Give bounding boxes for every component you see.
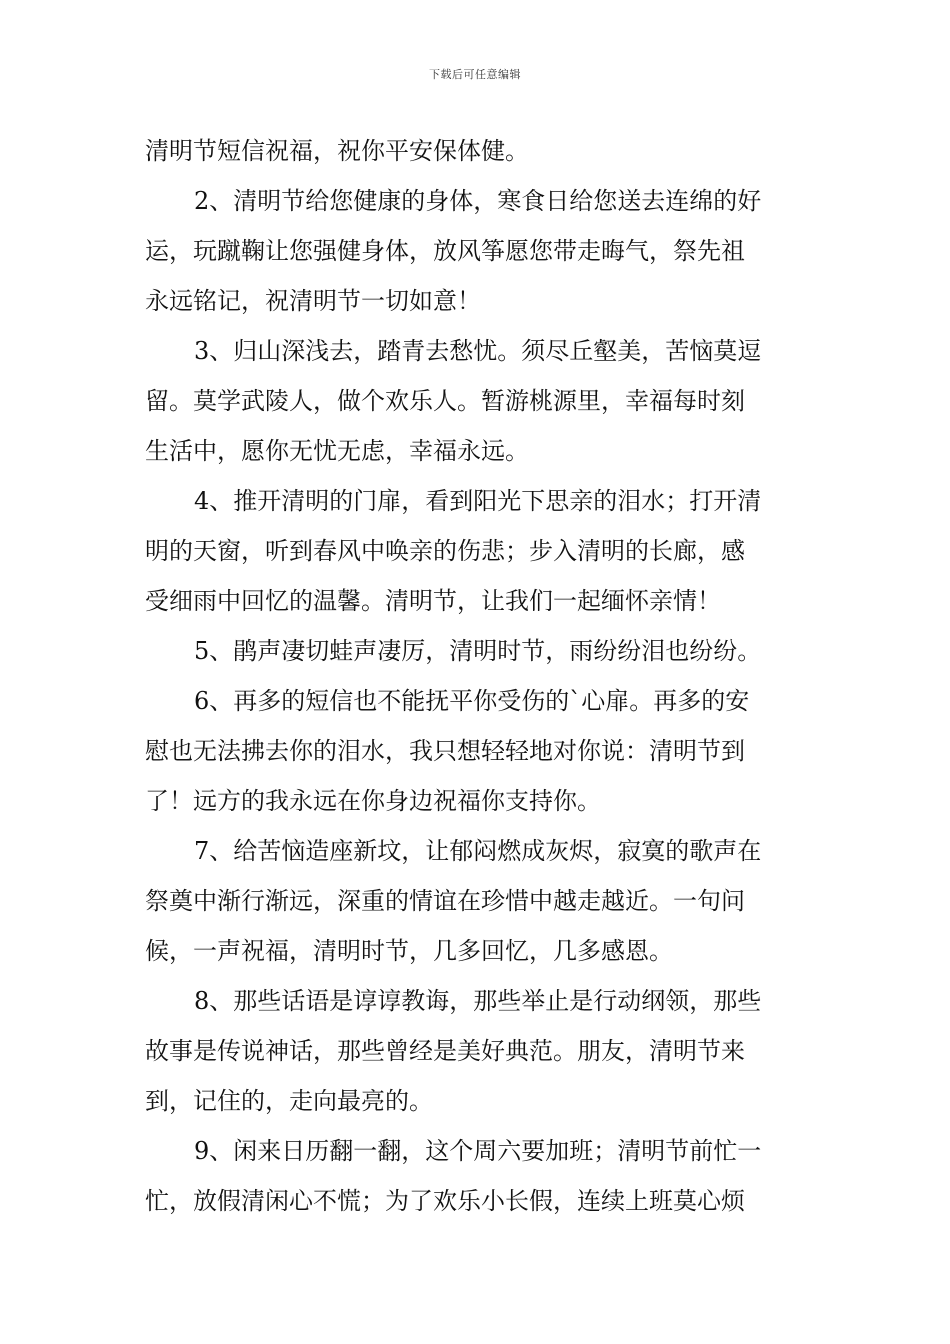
text-line: 忙，放假清闲心不慌；为了欢乐小长假，连续上班莫心烦 <box>145 1187 745 1215</box>
text-line: 留。莫学武陵人，做个欢乐人。暂游桃源里，幸福每时刻 <box>145 387 745 415</box>
page-header: 下载后可任意编辑 <box>429 68 521 81</box>
text-line: 到，记住的，走向最亮的。 <box>145 1087 433 1115</box>
paragraph-start-line: 7、给苦恼造座新坟，让郁闷燃成灰烬，寂寞的歌声在 <box>194 837 762 865</box>
paragraph-start-line: 3、归山深浅去，踏青去愁忧。须尽丘壑美，苦恼莫逗 <box>194 337 762 365</box>
paragraph-start-line: 8、那些话语是谆谆教诲，那些举止是行动纲领，那些 <box>194 987 762 1015</box>
text-line: 生活中，愿你无忧无虑，幸福永远。 <box>145 437 529 465</box>
paragraph-start-line: 2、清明节给您健康的身体，寒食日给您送去连绵的好 <box>194 187 762 215</box>
text-line: 运，玩蹴鞠让您强健身体，放风筝愿您带走晦气，祭先祖 <box>145 237 745 265</box>
text-line: 明的天窗，听到春风中唤亲的伤悲；步入清明的长廊，感 <box>145 537 745 565</box>
text-line: 候，一声祝福，清明时节，几多回忆，几多感恩。 <box>145 937 673 965</box>
text-line: 清明节短信祝福，祝你平安保体健。 <box>145 137 529 165</box>
text-line: 了！远方的我永远在你身边祝福你支持你。 <box>145 787 601 815</box>
text-line: 受细雨中回忆的温馨。清明节，让我们一起缅怀亲情！ <box>145 587 721 615</box>
text-line: 祭奠中渐行渐远，深重的情谊在珍惜中越走越近。一句问 <box>145 887 745 915</box>
paragraph-start-line: 9、闲来日历翻一翻，这个周六要加班；清明节前忙一 <box>194 1137 762 1165</box>
paragraph-start-line: 4、推开清明的门扉，看到阳光下思亲的泪水；打开清 <box>194 487 762 515</box>
text-line: 故事是传说神话，那些曾经是美好典范。朋友，清明节来 <box>145 1037 745 1065</box>
paragraph-start-line: 6、再多的短信也不能抚平你受伤的`心扉。再多的安 <box>194 687 750 715</box>
text-line: 慰也无法拂去你的泪水，我只想轻轻地对你说：清明节到 <box>145 737 745 765</box>
paragraph-start-line: 5、鹃声凄切蛙声凄厉，清明时节，雨纷纷泪也纷纷。 <box>194 637 762 665</box>
text-line: 永远铭记，祝清明节一切如意！ <box>145 287 481 315</box>
document-body <box>145 126 807 1226</box>
